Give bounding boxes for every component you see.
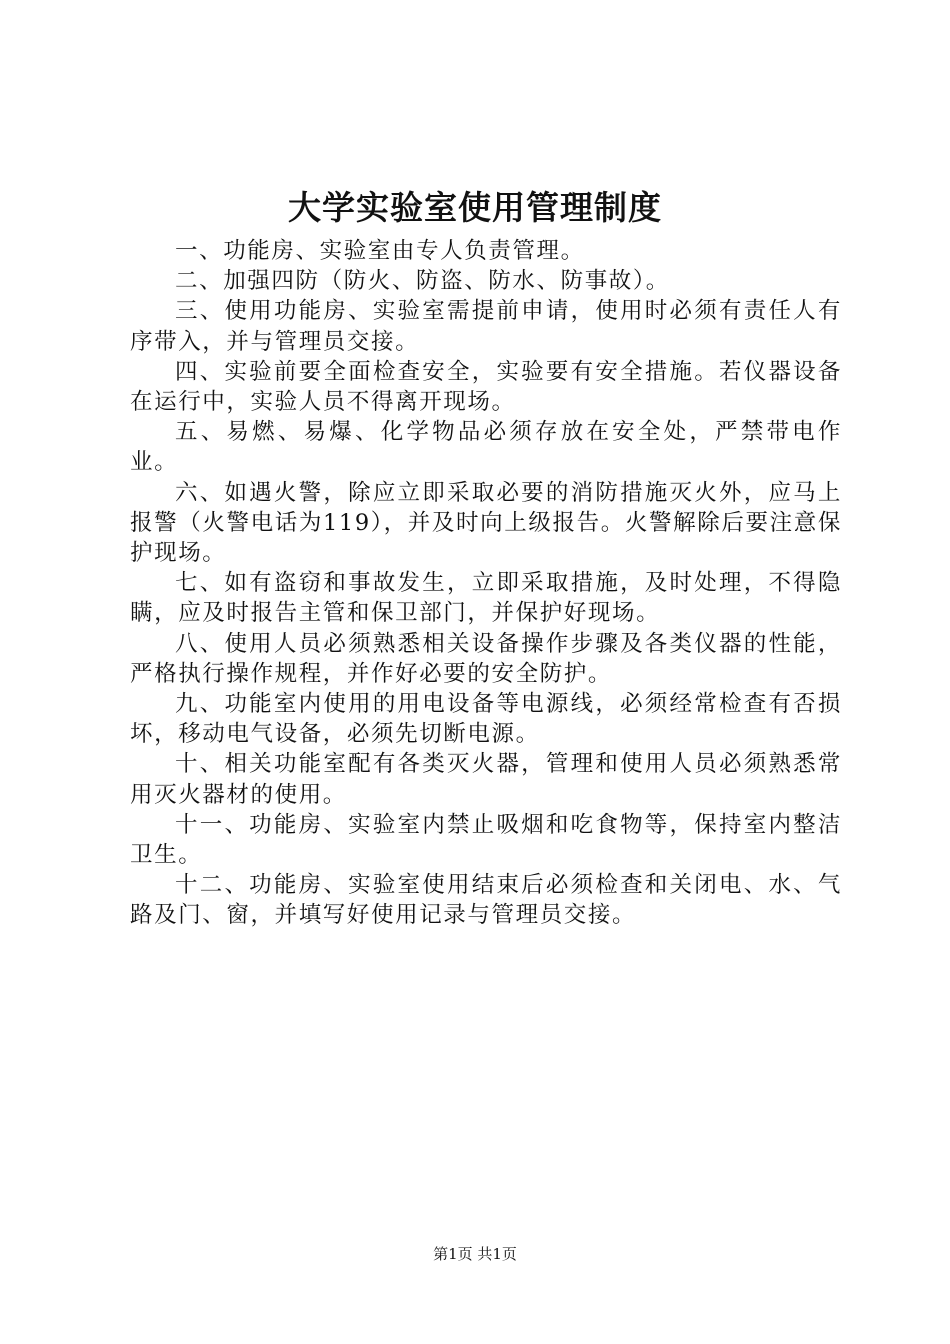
clause-4: 四、实验前要全面检查安全，实验要有安全措施。若仪器设备在运行中，实验人员不得离开现场。: [130, 358, 842, 416]
page-title: 大学实验室使用管理制度: [288, 188, 662, 227]
page-number-footer: 第1页 共1页: [433, 1245, 517, 1263]
clause-11: 十一、功能房、实验室内禁止吸烟和吃食物等，保持室内整洁卫生。: [130, 811, 842, 869]
clause-6: 六、如遇火警，除应立即采取必要的消防措施灭火外，应马上报警（火警电话为119），并及时向上级报告。火警解除后要注意保护现场。: [130, 479, 842, 567]
document-body: [130, 236, 842, 931]
clause-9: 九、功能室内使用的用电设备等电源线，必须经常检查有否损坏，移动电气设备，必须先切断电源。: [130, 691, 842, 748]
clause-5: 五、易燃、易爆、化学物品必须存放在安全处，严禁带电作业。: [130, 419, 842, 476]
clause-2: 二、加强四防（防火、防盗、防水、防事故）。: [175, 268, 670, 295]
clause-7: 七、如有盗窃和事故发生，立即采取措施，及时处理，不得隐瞒，应及时报告主管和保卫部门，并保护好现场。: [130, 570, 842, 627]
clause-10: 十、相关功能室配有各类灭火器，管理和使用人员必须熟悉常用灭火器材的使用。: [130, 751, 842, 808]
clause-1: 一、功能房、实验室由专人负责管理。: [175, 238, 585, 264]
clause-12: 十二、功能房、实验室使用结束后必须检查和关闭电、水、气路及门、窗，并填写好使用记录与管理员交接。: [130, 872, 842, 929]
clause-8: 八、使用人员必须熟悉相关设备操作步骤及各类仪器的性能，严格执行操作规程，并作好必要的安全防护。: [130, 630, 842, 687]
clause-3: 三、使用功能房、实验室需提前申请，使用时必须有责任人有序带入，并与管理员交接。: [130, 298, 842, 355]
